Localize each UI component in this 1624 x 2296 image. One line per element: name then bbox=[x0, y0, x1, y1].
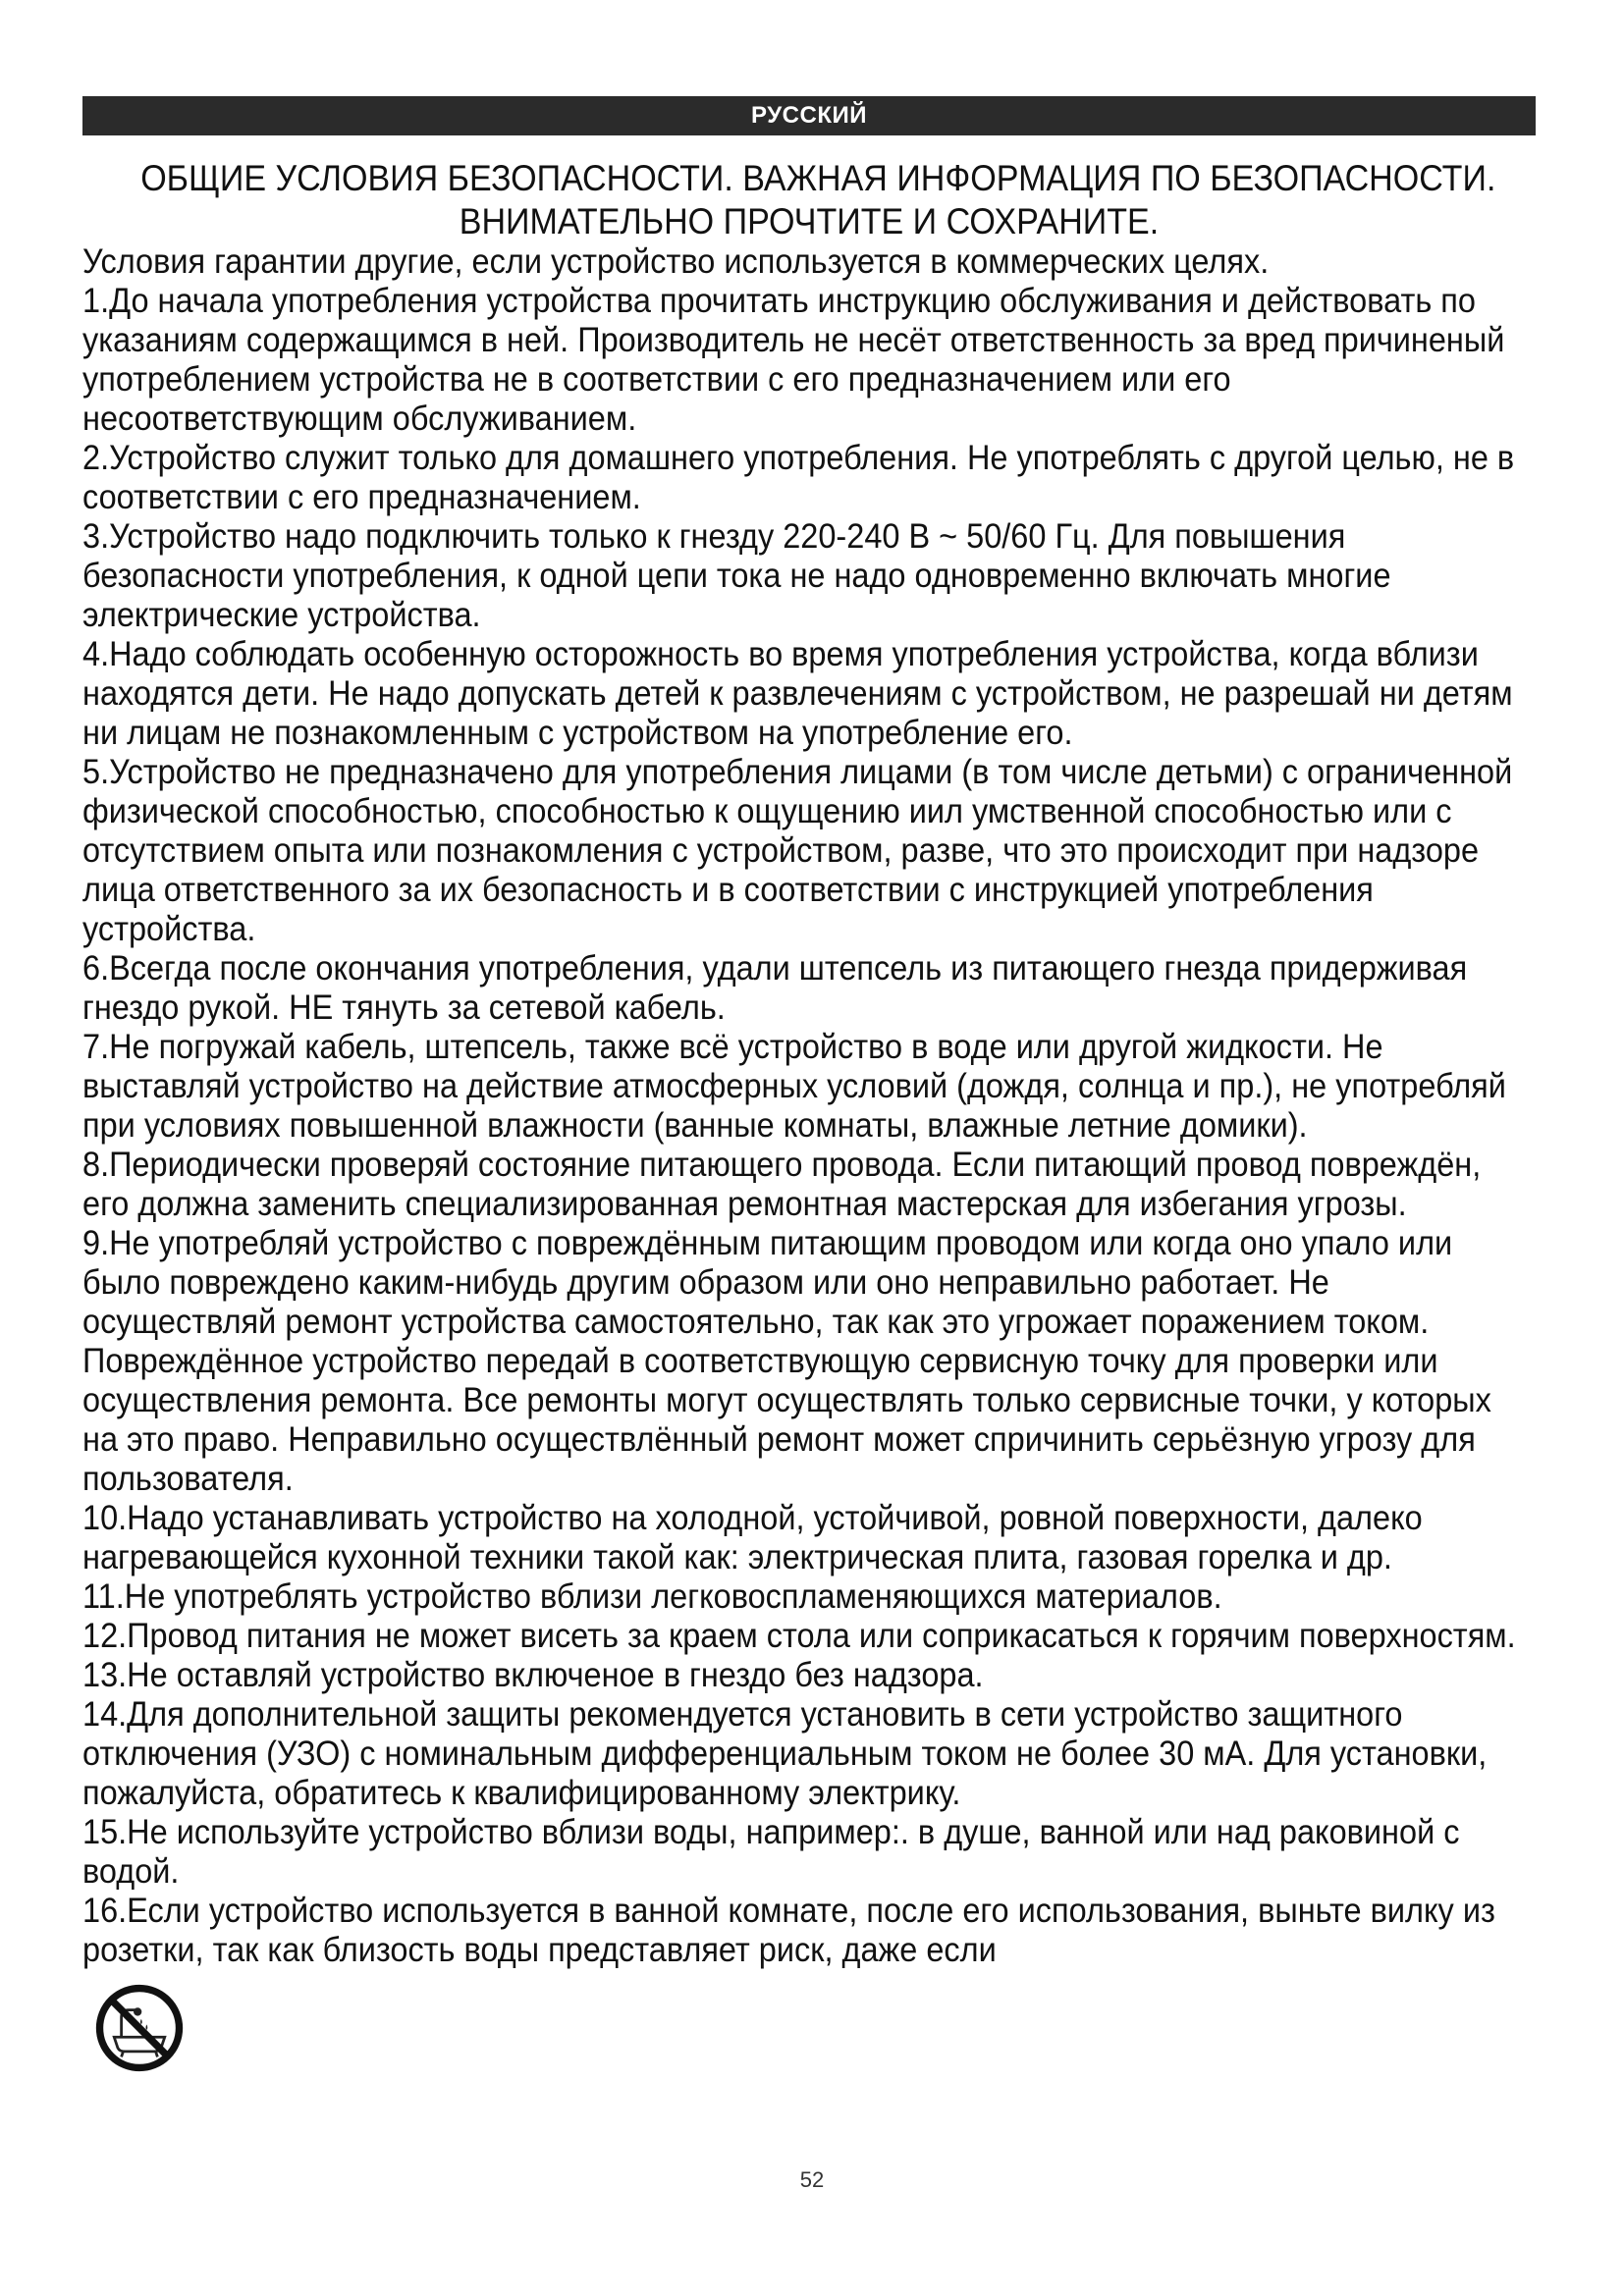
safety-item-9: 9.Не употребляй устройство с повреждённым питающим проводом или когда оно упало или было повреждено каким-нибудь другим образом или оно неправильно работает. Не осуществляй ремонт устройства самостоятельно, так как это угрожает поражением током. Повреждённое устройство передай в соответствующую сервисную точку для проверки или осуществления ремонта. Все ремонты могут осуществлять только сервисные точки, у которых на это право. Неправильно осуществлённый ремонт может спричинить серьёзную угрозу для пользователя. bbox=[82, 1223, 1491, 1498]
safety-item-14: 14.Для дополнительной защиты рекомендуется установить в сети устройство защитного отключения (УЗО) с номинальным дифференциальным током не более 30 мА. Для установки, пожалуйста, обратитесь к квалифицированному электрику. bbox=[82, 1694, 1488, 1812]
safety-item-6: 6.Всегда после окончания употребления, удали штепсель из питающего гнезда придерживая гнездо рукой. НЕ тянуть за сетевой кабель. bbox=[82, 948, 1468, 1027]
safety-item-1: 1.До начала употребления устройства прочитать инструкцию обслуживания и действовать по указаниям содержащимся в ней. Производитель не несёт ответственность за вред причиненый употреблением устройства не в соответствии с его предназначением или его несоответствующим обслуживанием. bbox=[82, 281, 1505, 438]
safety-title-line-1: ОБЩИЕ УСЛОВИЯ БЕЗОПАСНОСТИ. ВАЖНАЯ ИНФОРМАЦИЯ ПО БЕЗОПАСНОСТИ. bbox=[140, 158, 1496, 198]
page-number: 52 bbox=[799, 2167, 825, 2192]
safety-item-8: 8.Периодически проверяй состояние питающего провода. Если питающий провод повреждён, его должна заменить специализированная ремонтная мастерская для избегания угрозы. bbox=[82, 1145, 1482, 1223]
safety-title bbox=[140, 157, 1496, 243]
safety-item-16: 16.Если устройство используется в ванной комнате, после его использования, выньте вилку из розетки, так как близость воды представляет риск, даже если bbox=[82, 1891, 1495, 1969]
no-water-near-bath-icon bbox=[94, 1983, 185, 2073]
safety-item-10: 10.Надо устанавливать устройство на холодной, устойчивой, ровной поверхности, далеко нагревающейся кухонной техники такой как: электрическая плита, газовая горелка и др. bbox=[82, 1498, 1423, 1576]
safety-item-11: 11.Не употреблять устройство вблизи легковоспламеняющихся материалов. bbox=[82, 1576, 1222, 1616]
safety-item-5: 5.Устройство не предназначено для употребления лицами (в том числе детьми) с ограниченной физической способностью, способностью к ощущению иил умственной способностью или с отсутствием опыта или познакомления с устройством, разве, что это происходит при надзоре лица ответственного за их безопасность и в соответствии с инструкцией употребления устройства. bbox=[82, 752, 1513, 948]
safety-item-15: 15.Не используйте устройство вблизи воды, например:. в душе, ванной или над раковиной с водой. bbox=[82, 1812, 1460, 1891]
safety-instructions-body bbox=[82, 241, 1529, 1969]
safety-item-7: 7.Не погружай кабель, штепсель, также всё устройство в воде или другой жидкости. Не выставляй устройство на действие атмосферных условий (дождя, солнца и пр.), не употребляй при условиях повышенной влажности (ванные комнаты, влажные летние домики). bbox=[82, 1027, 1506, 1145]
safety-title-line-2: ВНИМАТЕЛЬНО ПРОЧТИТЕ И СОХРАНИТЕ. bbox=[459, 201, 1160, 241]
safety-item-3: 3.Устройство надо подключить только к гнезду 220-240 В ~ 50/60 Гц. Для повышения безопасности употребления, к одной цепи тока не надо одновременно включать многие электрические устройства. bbox=[82, 516, 1391, 634]
safety-item-4: 4.Надо соблюдать особенную осторожность во время употребления устройства, когда вблизи находятся дети. Не надо допускать детей к развлечениям с устройством, не разрешай ни детям ни лицам не познакомленным с устройством на употребление его. bbox=[82, 634, 1513, 752]
language-header-bar: РУССКИЙ bbox=[82, 96, 1536, 135]
warranty-note: Условия гарантии другие, если устройство используется в коммерческих целях. bbox=[82, 241, 1270, 281]
safety-item-12: 12.Провод питания не может висеть за краем стола или соприкасаться к горячим поверхностям. bbox=[82, 1616, 1516, 1655]
safety-item-2: 2.Устройство служит только для домашнего употребления. Не употреблять с другой целью, не в соответствии с его предназначением. bbox=[82, 438, 1515, 516]
safety-item-13: 13.Не оставляй устройство включеное в гнездо без надзора. bbox=[82, 1655, 984, 1694]
